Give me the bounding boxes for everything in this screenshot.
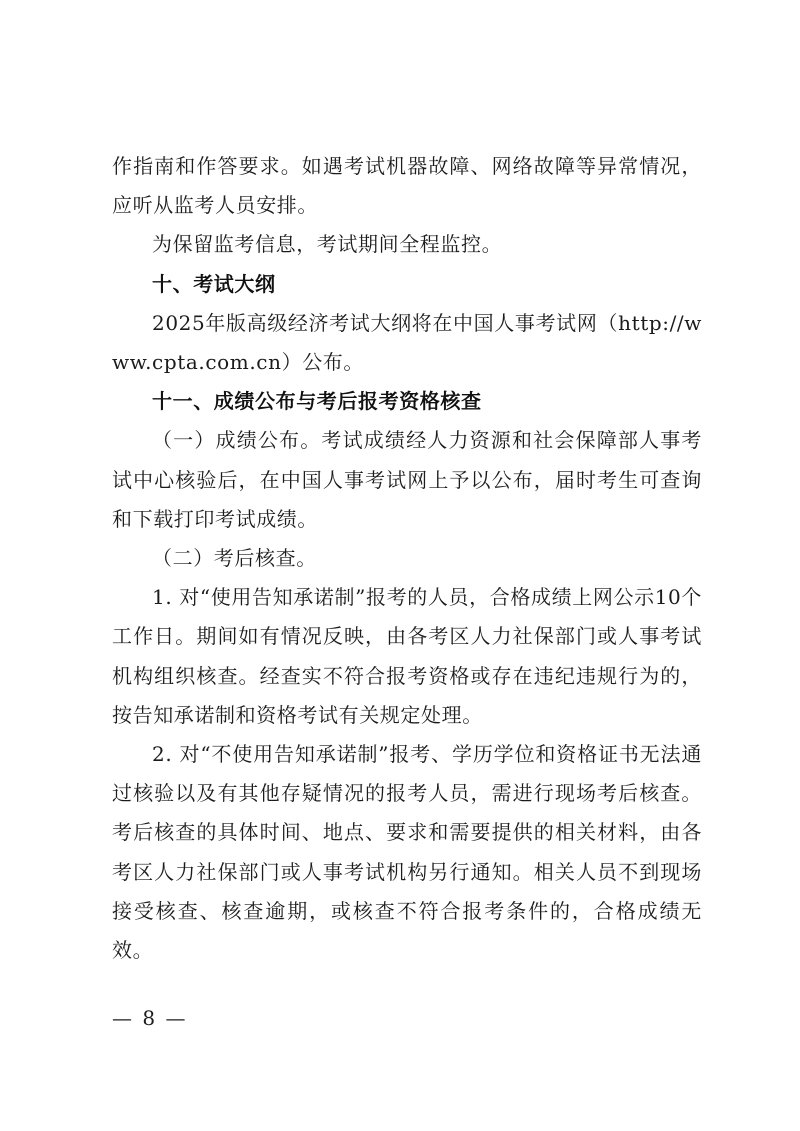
paragraph-results-publication: （一）成绩公布。考试成绩经人力资源和社会保障部人事考试中心核验后，在中国人事考试网上予以公布，届时考生可查询和下载打印考试成绩。	[112, 428, 702, 531]
paragraph-item-1: 1. 对“使用告知承诺制”报考的人员，合格成绩上网公示10个工作日。期间如有情况反映，由各考区人力社保部门或人事考试机构组织核查。经查实不符合报考资格或存在违纪违规行为的，按告知承诺制和资格考试有关规定处理。	[112, 585, 702, 727]
paragraph-monitoring: 为保留监考信息，考试期间全程监控。	[152, 232, 503, 257]
paragraph-post-exam-verification: （二）考后核查。	[152, 546, 317, 571]
paragraph-item-2: 2. 对“不使用告知承诺制”报考、学历学位和资格证书无法通过核验以及有其他存疑情况的报考人员，需进行现场考后核查。考后核查的具体时间、地点、要求和需要提供的相关材料，由各考区人力社保部门或人事考试机构另行通知。相关人员不到现场接受核查、核查逾期，或核查不符合报考条件的，合格成绩无效。	[112, 742, 702, 963]
document-body	[112, 147, 702, 970]
section-heading-exam-syllabus: 十、考试大纲	[152, 271, 276, 296]
paragraph-continuation: 作指南和作答要求。如遇考试机器故障、网络故障等异常情况，应听从监考人员安排。	[112, 154, 702, 218]
page-number: — 8 —	[112, 1006, 188, 1030]
section-heading-results-verification: 十一、成绩公布与考后报考资格核查	[152, 389, 482, 414]
paragraph-syllabus: 2025年版高级经济考试大纲将在中国人事考试网（http://www.cpta.com.cn）公布。	[112, 310, 702, 375]
